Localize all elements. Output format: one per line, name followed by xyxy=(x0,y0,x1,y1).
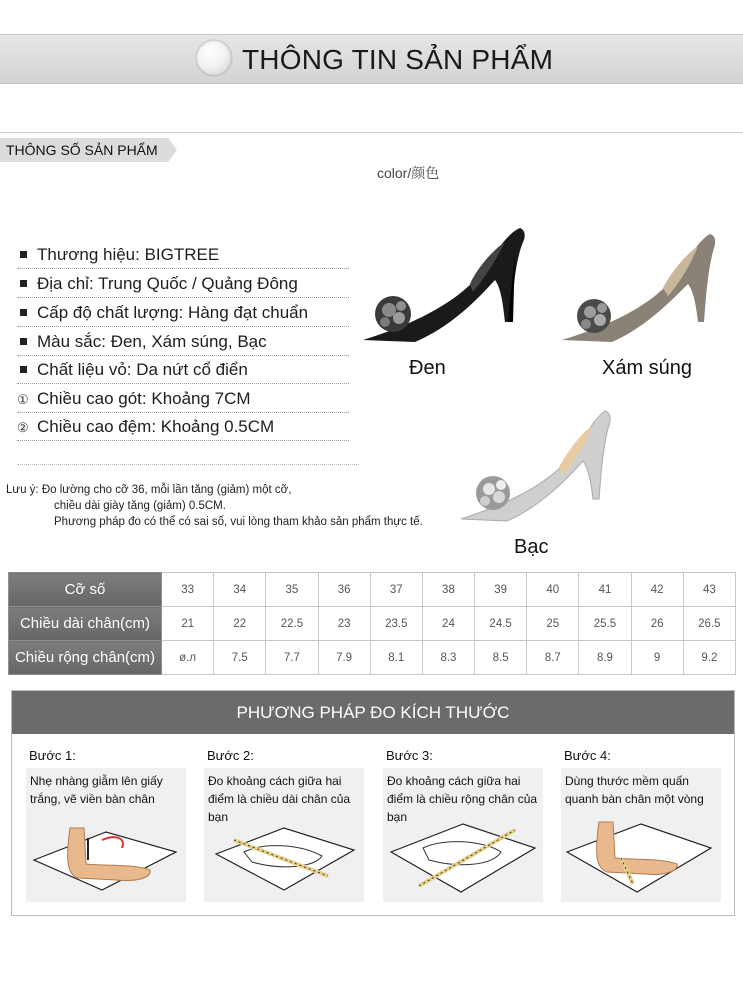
measurement-note xyxy=(6,482,423,530)
step-box xyxy=(26,768,186,902)
spec-text: Màu sắc: Đen, Xám súng, Bạc xyxy=(37,332,267,351)
product-label-black: Đen xyxy=(409,357,446,379)
table-cell: 25 xyxy=(527,607,579,641)
note-line: chiều dài giày tăng (giảm) 0.5CM. xyxy=(54,500,226,512)
table-cell: 9 xyxy=(631,641,683,675)
step-1 xyxy=(12,748,184,904)
step-title: Bước 4: xyxy=(564,748,611,763)
spec-item-brand xyxy=(17,241,349,269)
row-header: Cỡ số xyxy=(9,573,162,607)
table-cell: 39 xyxy=(475,573,527,607)
divider xyxy=(17,464,359,465)
circled-one-icon: ① xyxy=(17,392,29,407)
step-desc: Đo khoảng cách giữa hai điểm là chiều dài chân của bạn xyxy=(208,774,351,824)
table-cell: 42 xyxy=(631,573,683,607)
table-cell: 24.5 xyxy=(475,607,527,641)
table-cell: 23.5 xyxy=(370,607,422,641)
measurement-section xyxy=(11,690,735,916)
specs-tab: THÔNG SỐ SẢN PHẨM xyxy=(0,138,168,162)
table-cell: 24 xyxy=(422,607,474,641)
step-desc: Nhẹ nhàng giẫm lên giấy trắng, vẽ viền bàn chân xyxy=(30,774,163,806)
page-title: THÔNG TIN SẢN PHẨM xyxy=(242,44,554,75)
row-header: Chiều dài chân(cm) xyxy=(9,607,162,641)
bullet-icon xyxy=(20,338,27,345)
table-cell: 25.5 xyxy=(579,607,631,641)
note-line: Phương pháp đo có thể có sai số, vui lòng tham khảo sản phẩm thực tế. xyxy=(54,516,423,528)
table-cell: 33 xyxy=(162,573,214,607)
section-title: PHƯƠNG PHÁP ĐO KÍCH THƯỚC xyxy=(12,691,734,734)
step-4 xyxy=(547,748,719,904)
spec-text: Địa chỉ: Trung Quốc / Quảng Đông xyxy=(37,274,298,293)
table-row xyxy=(9,607,736,641)
table-cell: 43 xyxy=(683,573,735,607)
row-header: Chiều rộng chân(cm) xyxy=(9,641,162,675)
table-cell: 41 xyxy=(579,573,631,607)
step-3 xyxy=(369,748,541,904)
bullet-icon xyxy=(20,309,27,316)
shoe-image-gunmetal xyxy=(558,230,723,348)
table-cell: 34 xyxy=(214,573,266,607)
step-title: Bước 1: xyxy=(29,748,76,763)
step-box xyxy=(561,768,721,902)
step-desc: Đo khoảng cách giữa hai điểm là chiều rộng chân của bạn xyxy=(387,774,538,824)
bullet-icon xyxy=(20,280,27,287)
table-cell: 26 xyxy=(631,607,683,641)
table-cell: 8.1 xyxy=(370,641,422,675)
header-banner xyxy=(0,34,743,84)
foot-wrap-illustration xyxy=(561,808,721,898)
circle-icon xyxy=(196,40,232,76)
step-title: Bước 3: xyxy=(386,748,433,763)
bullet-icon xyxy=(20,366,27,373)
table-row xyxy=(9,573,736,607)
foot-width-illustration xyxy=(383,808,543,898)
foot-length-illustration xyxy=(204,808,364,898)
table-cell: 23 xyxy=(318,607,370,641)
shoe-image-black xyxy=(355,222,530,347)
table-cell: ø.л xyxy=(162,641,214,675)
table-cell: 22 xyxy=(214,607,266,641)
table-cell: 35 xyxy=(266,573,318,607)
color-label: color/颜色 xyxy=(377,165,440,181)
spec-text: Cấp độ chất lượng: Hàng đạt chuẩn xyxy=(37,303,309,322)
table-cell: 7.9 xyxy=(318,641,370,675)
size-table xyxy=(8,572,736,675)
bullet-icon xyxy=(20,251,27,258)
divider xyxy=(0,132,743,133)
spec-item-colors xyxy=(17,328,349,356)
foot-trace-illustration xyxy=(26,808,186,898)
product-label-gunmetal: Xám súng xyxy=(602,357,693,379)
spec-text: Chiều cao gót: Khoảng 7CM xyxy=(37,389,251,408)
table-cell: 40 xyxy=(527,573,579,607)
spec-text: Thương hiệu: BIGTREE xyxy=(37,245,220,264)
table-cell: 7.7 xyxy=(266,641,318,675)
step-box xyxy=(204,768,364,902)
table-cell: 38 xyxy=(422,573,474,607)
table-cell: 36 xyxy=(318,573,370,607)
step-box xyxy=(383,768,543,902)
table-cell: 9.2 xyxy=(683,641,735,675)
table-cell: 26.5 xyxy=(683,607,735,641)
spec-text: Chất liệu vỏ: Da nứt cổ điển xyxy=(37,360,248,379)
step-2 xyxy=(190,748,362,904)
table-cell: 8.7 xyxy=(527,641,579,675)
table-cell: 37 xyxy=(370,573,422,607)
spec-item-heel-height xyxy=(17,385,349,413)
step-desc: Dùng thước mềm quấn quanh bàn chân một vòng xyxy=(565,774,704,806)
note-line: Lưu ý: Đo lường cho cỡ 36, mỗi lần tăng (giảm) một cỡ, xyxy=(6,484,292,496)
table-cell: 21 xyxy=(162,607,214,641)
table-cell: 8.9 xyxy=(579,641,631,675)
spec-item-material xyxy=(17,356,349,384)
product-label-silver: Bạc xyxy=(514,536,549,558)
spec-item-origin xyxy=(17,270,349,298)
shoe-image-silver xyxy=(457,407,617,525)
circled-two-icon: ② xyxy=(17,420,29,435)
table-cell: 8.3 xyxy=(422,641,474,675)
spec-item-quality xyxy=(17,299,349,327)
step-title: Bước 2: xyxy=(207,748,254,763)
spec-text: Chiều cao đệm: Khoảng 0.5CM xyxy=(37,417,275,436)
table-cell: 7.5 xyxy=(214,641,266,675)
table-cell: 22.5 xyxy=(266,607,318,641)
spec-item-insole-height xyxy=(17,413,349,441)
table-row xyxy=(9,641,736,675)
tab-notch xyxy=(168,138,177,162)
table-cell: 8.5 xyxy=(475,641,527,675)
